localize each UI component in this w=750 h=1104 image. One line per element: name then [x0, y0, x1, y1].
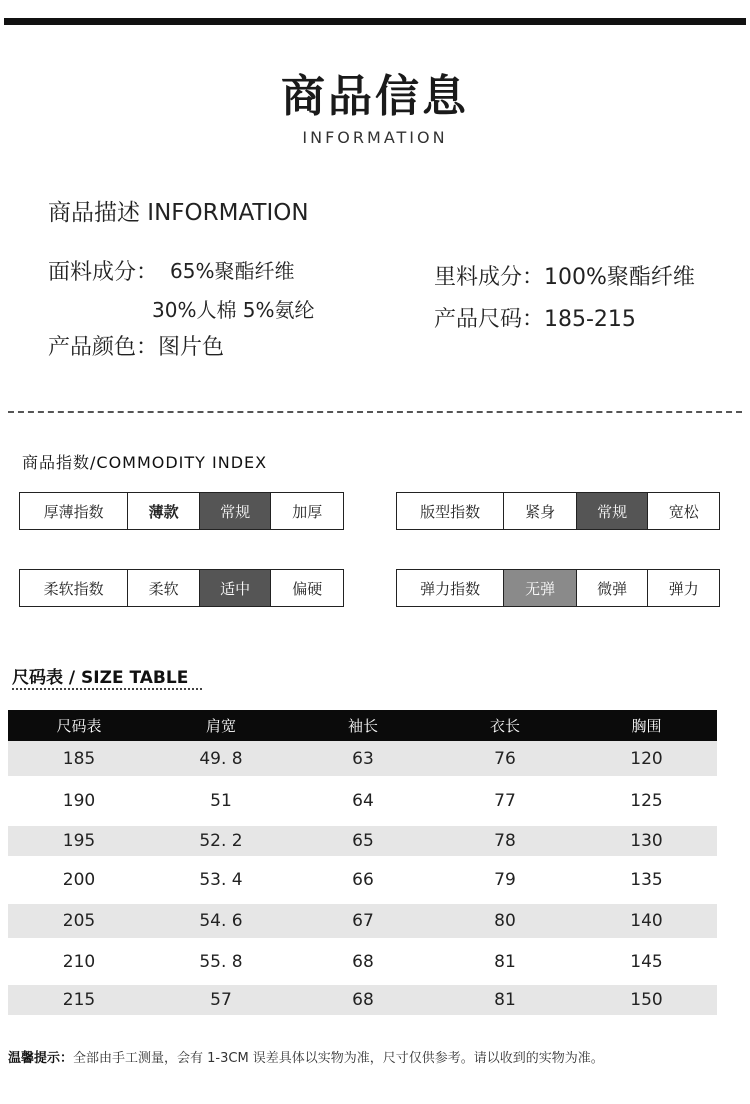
cell-shoulder: 54. 6: [150, 904, 292, 938]
index-label: 柔软指数: [20, 570, 127, 606]
product-color: 产品颜色：图片色: [48, 335, 225, 360]
size-table-header: [8, 710, 717, 741]
cell-size: 215: [8, 985, 150, 1015]
cell-chest: 150: [576, 985, 717, 1015]
index-option: 宽松: [647, 493, 719, 529]
top-bar: [4, 18, 746, 25]
cell-length: 80: [434, 904, 576, 938]
cell-chest: 145: [630, 951, 663, 972]
cell-shoulder: 57: [150, 985, 292, 1015]
header-chest: 胸围: [576, 710, 717, 741]
cell-size: 200: [62, 870, 96, 890]
index-option: 薄款: [127, 493, 199, 529]
lining-composition: 里料成分：100%聚酯纤维: [434, 265, 695, 290]
index-option: 弹力: [647, 570, 719, 606]
fabric-composition-2: 30%人棉 5%氨纶: [152, 298, 315, 322]
cell-size: 205: [8, 904, 150, 938]
header-sleeve: 袖长: [292, 710, 434, 741]
note-label: 温馨提示：: [8, 1051, 74, 1066]
cell-sleeve: 65: [292, 826, 434, 856]
cell-size: 185: [8, 741, 150, 776]
cell-sleeve: 66: [352, 870, 374, 890]
cell-chest: 135: [630, 870, 663, 890]
size-title-underline: [12, 688, 202, 690]
cell-length: 76: [434, 741, 576, 776]
cell-chest: 125: [630, 791, 663, 811]
description-heading: 商品描述 INFORMATION: [48, 200, 309, 226]
cell-chest: 140: [576, 904, 717, 938]
cell-shoulder: 53. 4: [199, 870, 243, 890]
table-row: [8, 826, 717, 856]
page-subtitle: INFORMATION: [302, 128, 448, 147]
dashed-divider: [8, 411, 742, 413]
header-length: 衣长: [434, 710, 576, 741]
cell-size: 210: [62, 951, 96, 972]
index-option: 加厚: [270, 493, 343, 529]
cell-chest: 130: [576, 826, 717, 856]
index-label: 版型指数: [397, 493, 503, 529]
table-row: [8, 856, 717, 904]
table-row: [8, 904, 717, 938]
table-row: [8, 776, 717, 826]
size-table: [8, 710, 717, 1015]
size-table-title: 尺码表 / SIZE TABLE: [12, 668, 189, 688]
cell-chest: 120: [576, 741, 717, 776]
index-softness: [19, 569, 344, 607]
measurement-note: [8, 1047, 604, 1066]
header-size: 尺码表: [8, 710, 150, 741]
index-option: 紧身: [503, 493, 576, 529]
page-title: 商品信息: [281, 71, 469, 122]
note-text: 全部由手工测量，会有 1-3CM 误差具体以实物为准，尺寸仅供参考。请以收到的实物为准。: [73, 1051, 604, 1066]
index-label: 弹力指数: [397, 570, 503, 606]
cell-shoulder: 51: [210, 791, 232, 811]
cell-length: 77: [494, 791, 516, 811]
index-option: 柔软: [127, 570, 199, 606]
commodity-index-title: 商品指数/COMMODITY INDEX: [22, 453, 268, 472]
table-row: [8, 938, 717, 985]
fabric-label: 面料成分：: [48, 260, 159, 285]
index-option: 微弹: [576, 570, 648, 606]
index-thickness: [19, 492, 344, 530]
cell-sleeve: 64: [352, 791, 374, 811]
cell-length: 78: [434, 826, 576, 856]
index-option-selected: 无弹: [503, 570, 576, 606]
table-row: [8, 985, 717, 1015]
index-fit: [396, 492, 720, 530]
index-option-selected: 常规: [576, 493, 648, 529]
cell-shoulder: 55. 8: [199, 951, 243, 972]
table-row: [8, 741, 717, 776]
cell-length: 79: [494, 870, 516, 890]
cell-length: 81: [434, 985, 576, 1015]
index-option-selected: 常规: [199, 493, 271, 529]
size-range: 产品尺码：185-215: [434, 307, 636, 332]
header-shoulder: 肩宽: [150, 710, 292, 741]
cell-sleeve: 68: [352, 951, 374, 972]
index-option: 偏硬: [270, 570, 343, 606]
cell-size: 195: [8, 826, 150, 856]
fabric-composition-1: 65%聚酯纤维: [170, 259, 295, 283]
index-label: 厚薄指数: [20, 493, 127, 529]
cell-size: 190: [62, 791, 96, 811]
cell-shoulder: 49. 8: [150, 741, 292, 776]
cell-sleeve: 67: [292, 904, 434, 938]
cell-shoulder: 52. 2: [150, 826, 292, 856]
index-option-selected: 适中: [199, 570, 271, 606]
cell-length: 81: [494, 951, 516, 972]
cell-sleeve: 63: [292, 741, 434, 776]
cell-sleeve: 68: [292, 985, 434, 1015]
index-elasticity: [396, 569, 720, 607]
